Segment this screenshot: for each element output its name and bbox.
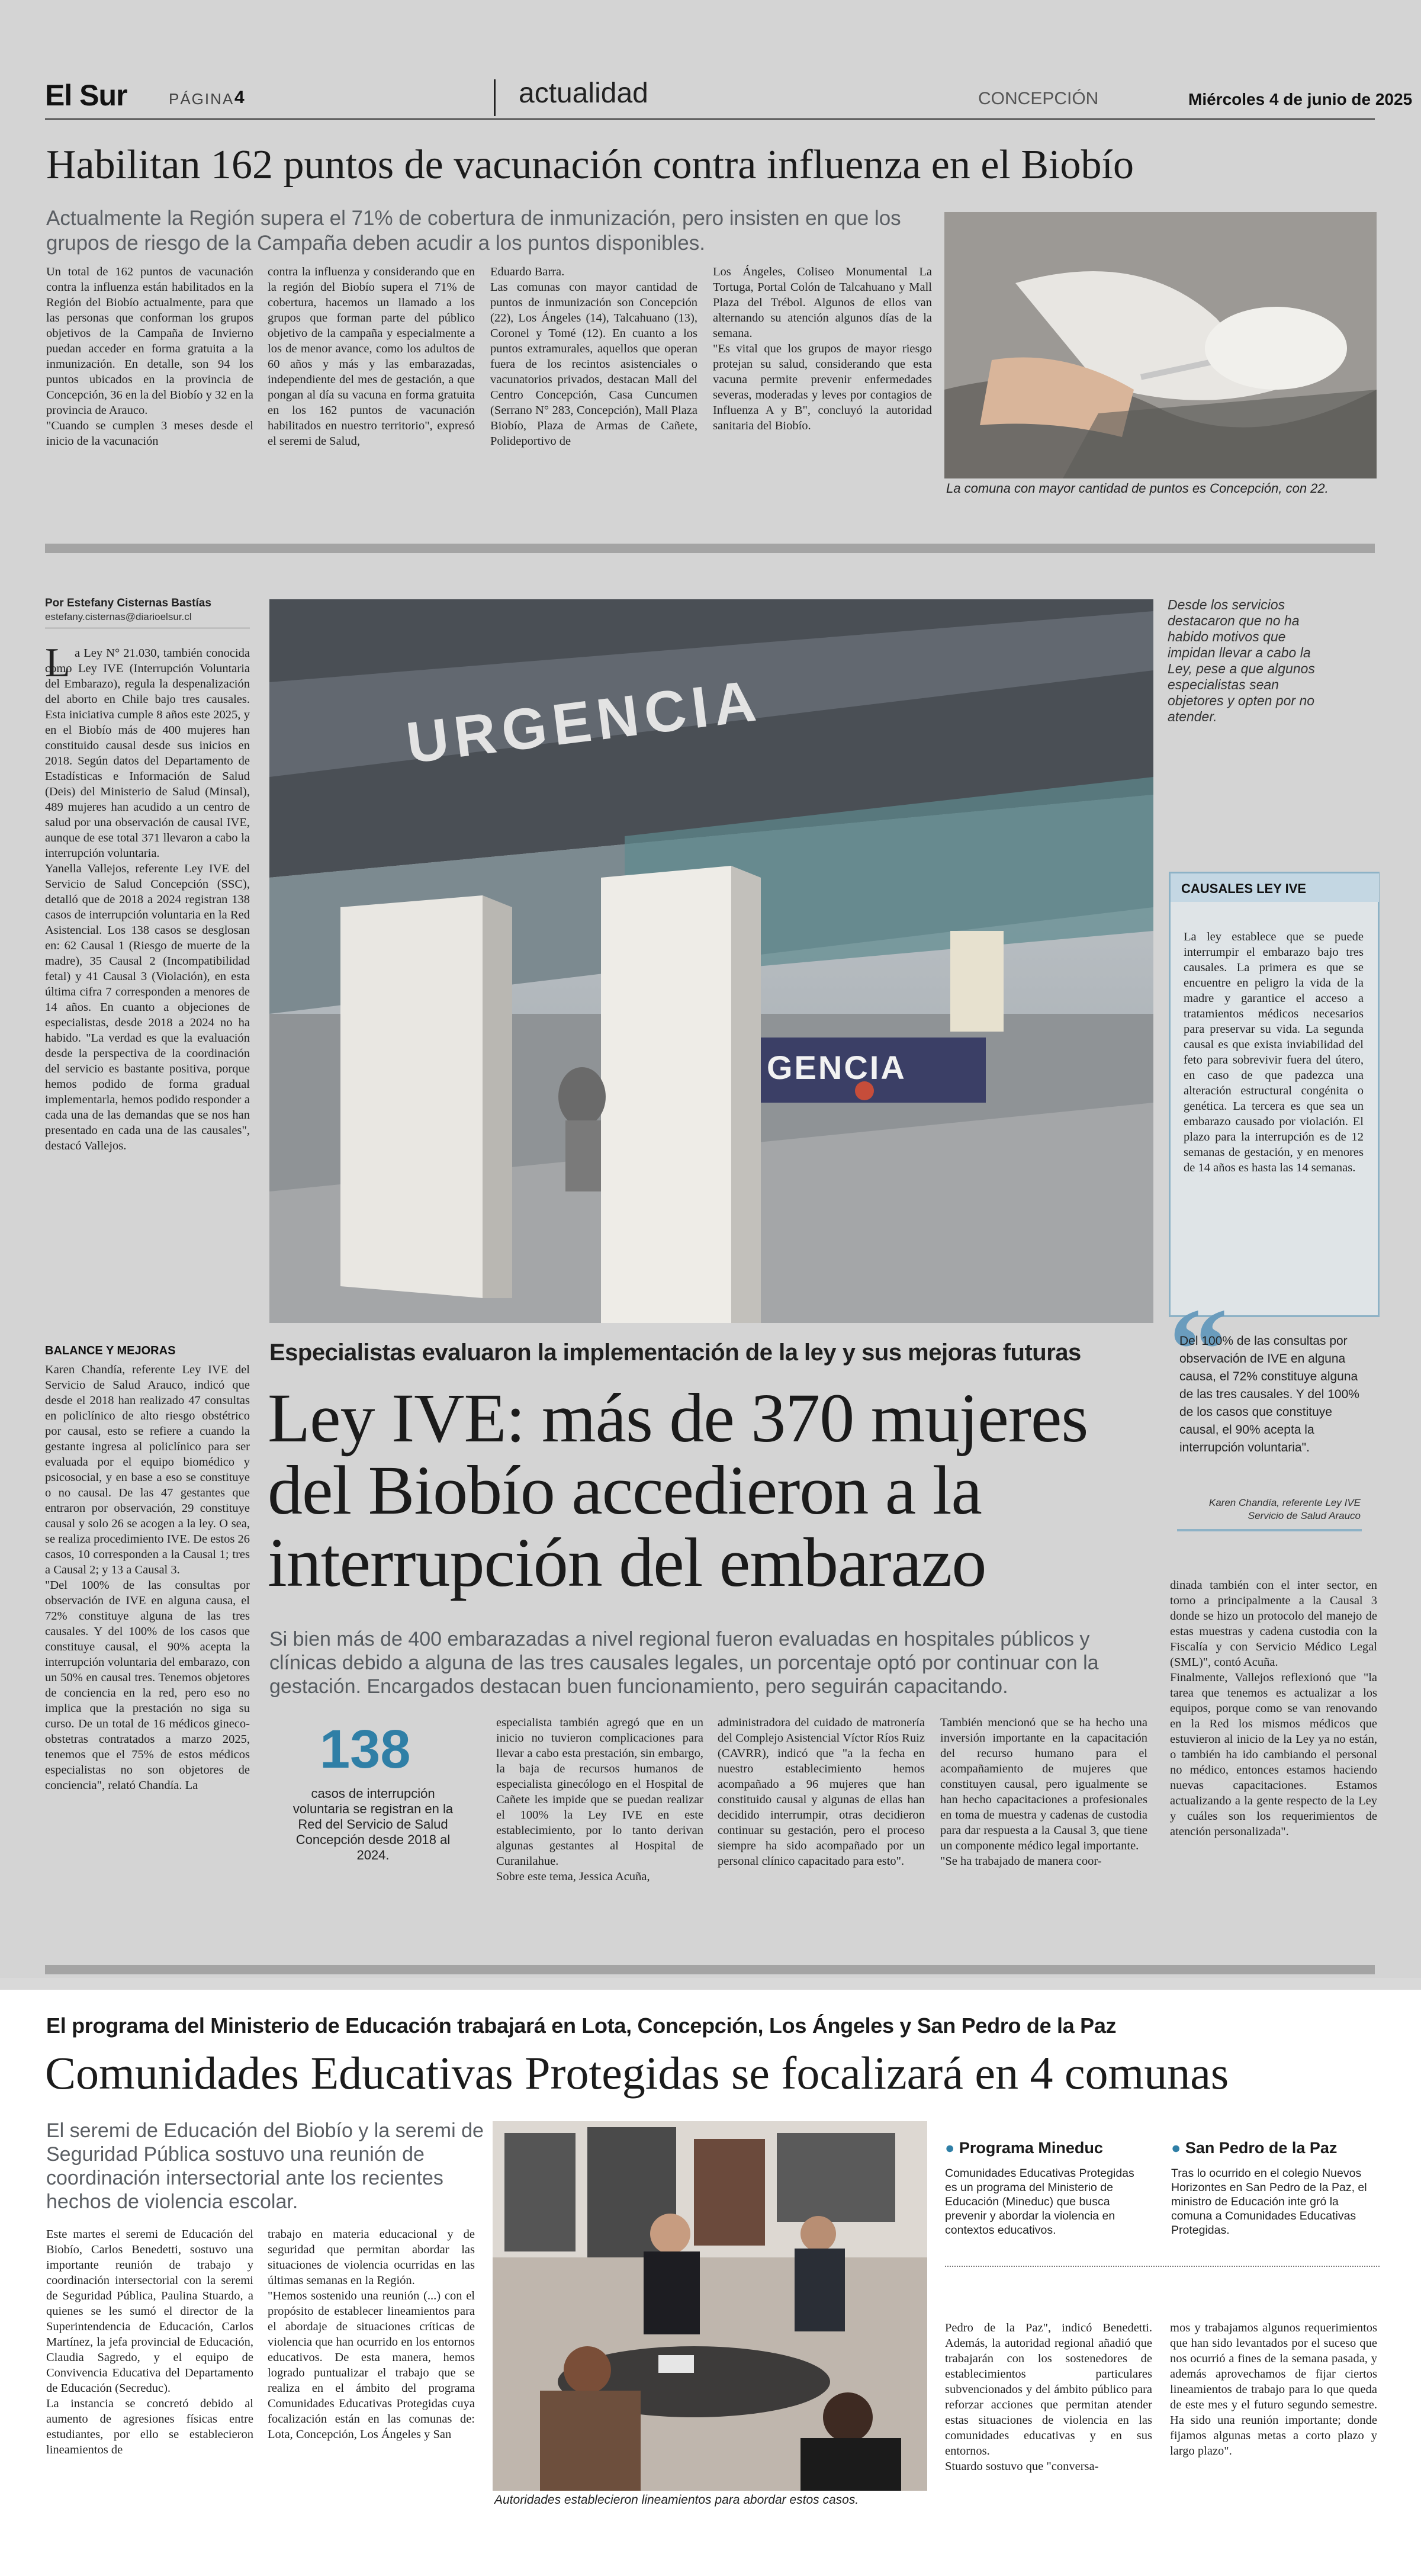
story3-kicker: El programa del Ministerio de Educación trabajará en Lota, Concepción, Los Ángeles y San Pedro de la Paz	[46, 2013, 1117, 2038]
story1-photo-caption: La comuna con mayor cantidad de puntos es Concepción, con 22.	[946, 481, 1329, 496]
causales-box-text: La ley establece que se puede interrumpir el embarazo bajo tres causales. La primera es que se encuentre en peligro la vida de la madre y garantice el acceso a tratamientos médicos necesarios para preservar su vida. La segunda causal es que exista inviabilidad del feto para sobrevivir fuera del útero, en caso de que padezca una alteración estructural congénita o genética. La tercera es que sea un embarazo causado por violación. El plazo para la interrupción es de 12 semanas de gestación, y en menores de 14 años es hasta las 14 semanas.	[1184, 930, 1364, 1174]
story3-deck: El seremi de Educación del Biobío y la seremi de Seguridad Pública sostuvo una reunión de coordinación intersectorial ante los recientes hechos de violencia escolar.	[46, 2119, 484, 2213]
story3-column-3: Pedro de la Paz", indicó Benedetti. Además, la autoridad regional añadió que trabajarán con los sostenedores de establecimientos particulares subvencionados y del ámbito público para reforzar acciones que permitan atender estas situaciones de violencia en las comunidades educativas y en sus entornos. Stuardo sostuvo que "conversa-	[945, 2321, 1152, 2473]
story2-column-a: especialista también agregó que en un inicio no tuvieron complicaciones para llevar a cabo esta prestación, sin embargo, la baja de recursos humanos de especialista ginecólogo en el Hospital de Cañete les impide que se puedan realizar el 100% la Ley IVE en este establecimiento, por lo tanto derivan algunas gestantes al Hospital de Curanilahue. Sobre este tema, Jessica Acuña,	[496, 1716, 703, 1883]
programa-mineduc-title	[945, 2139, 1103, 2157]
story2-sidenote: Desde los servicios destacaron que no ha habido motivos que impidan llevar a cabo la Ley, pese a que algunos especialistas sean objetores y opten por no atender.	[1168, 597, 1315, 724]
quote-rule	[1177, 1529, 1362, 1531]
section-divider	[494, 79, 496, 116]
story3-column-1: Este martes el seremi de Educación del Biobío, Carlos Benedetti, sostuvo una importante reunión de trabajo y coordinación intersectorial con la seremi de Seguridad Pública, Paulina Stuardo, a quienes se les sumó el director de la Superintendencia de Educación, Carlos Martínez, la jefa provincial de Educación, Claudia Sagredo, y el equipo de Convivencia Educativa del Departamento de Educación (Secreduc). La instancia se concretó debido al aumento de agresiones físicas entre estudiantes, por ello se establecieron lineamientos de	[46, 2228, 253, 2456]
city-label: CONCEPCIÓN	[978, 89, 1099, 108]
story2-headline: Ley IVE: más de 370 mujeres del Biobío accedieron a la interrupción del embarazo	[268, 1379, 1088, 1601]
section-separator-2	[45, 1965, 1375, 1974]
quote-text: Del 100% de las consultas por observación de IVE en alguna causa, el 72% constituye alguna de las tres causales. Y del 100% de los casos que constituye causal, el 90% acepta la interrupción voluntaria".	[1179, 1334, 1359, 1454]
story2-column-b: administradora del cuidado de matronería del Complejo Asistencial Víctor Ríos Ruiz (CAVRR), indicó que "a la fecha en nuestro establecimiento hemos acompañado a 96 mujeres que han constituido causal y algunas de ellas han decidido interrumpir, otras decidieron continuar su gestación, pero el proceso siempre ha sido acompañado por un personal clínico capacitado para esto".	[718, 1716, 925, 1868]
vaccination-illustration	[944, 212, 1377, 478]
story2-subhead-balance: BALANCE Y MEJORAS	[45, 1344, 176, 1357]
urgencia-secondary-sign: GENCIA	[767, 1049, 906, 1086]
san-pedro-text: Tras lo ocurrido en el colegio Nuevos Horizontes en San Pedro de la Paz, el ministro de Educación inte gró la comuna a Comunidades Educativas Protegidas.	[1171, 2167, 1367, 2237]
story1-column-3: Eduardo Barra. Las comunas con mayor cantidad de puntos de inmunización son Concepción (22), Los Ángeles (14), Talcahuano (13), Coronel y Tomé (12). En cuanto a los puntos extramurales, aquellos que operan fuera de los recintos asistenciales o vacunatorios privados, destacan Mall del Centro Concepción, Casa Cuncumen (Serrano N° 283, Concepción), Mall Plaza Biobío, Plaza de Armas de Cañete, Polideportivo de	[490, 265, 697, 448]
box-rule	[945, 2266, 1380, 2267]
story3-photo-caption: Autoridades establecieron lineamientos para abordar estos casos.	[494, 2493, 859, 2507]
story2-photo-urgencia	[269, 599, 1153, 1323]
story1-deck: Actualmente la Región supera el 71% de cobertura de inmunización, pero insisten en que los grupos de riesgo de la Campaña deben acudir a los puntos disponibles.	[46, 207, 901, 255]
story1-column-2: contra la influenza y considerando que en la región del Biobío supera el 71% de cobertura, hacemos un llamado a los grupos que forman parte del público objetivo de la campaña y especialmente a los de menor avance, como los adultos de 60 años y más y las embarazadas, independiente del mes de gestación, a que pongan al día su vacuna en forma gratuita en los 162 puntos de vacunación habilitados en nuestro territorio", expresó el seremi de Salud,	[268, 265, 475, 448]
story1-column-1: Un total de 162 puntos de vacunación contra la influenza están habilitados en la Región del Biobío actualmente, para que las personas que conforman los grupos objetivos de la Campaña de Invierno puedan acceder en forma gratuita a la inmunización. En detalle, son 94 los puntos ubicados en la provincia de Concepción, 36 en la del Biobío y 32 en la provincia de Arauco. "Cuando se cumplen 3 meses desde el inicio de la vacunación	[46, 265, 253, 448]
urgencia-sign: URGENCIA	[403, 667, 766, 776]
page-number: 4	[234, 88, 245, 107]
meeting-room-illustration	[493, 2121, 927, 2491]
story2-column-c: También mencionó que se ha hecho una inversión importante en la capacitación del recurso humano para el acompañamiento de mujeres que constituyen causal, pero igualmente se han hecho capacitaciones a profesionales en toma de muestra y cadenas de custodia para dar respuesta a la Causal 3, que tiene un componente médico legal importante. "Se ha trabajado de manera coor-	[940, 1716, 1147, 1868]
page-label: PÁGINA	[169, 90, 234, 108]
causales-box	[1169, 872, 1380, 1317]
stat-number: 138	[320, 1719, 411, 1780]
story1-photo-vaccination	[944, 212, 1377, 478]
san-pedro-title-text: San Pedro de la Paz	[1185, 2139, 1338, 2157]
story2-kicker: Especialistas evaluaron la implementación de la ley y sus mejoras futuras	[269, 1340, 1081, 1366]
box-programa-mineduc	[945, 2139, 1152, 2257]
programa-mineduc-title-text: Programa Mineduc	[959, 2139, 1103, 2157]
section-name: actualidad	[519, 78, 648, 109]
issue-date: Miércoles 4 de junio de 2025	[1188, 90, 1413, 108]
quote-block	[1169, 1284, 1376, 1546]
quote-attribution-1: Karen Chandía, referente Ley IVE	[1208, 1497, 1361, 1508]
programa-mineduc-text: Comunidades Educativas Protegidas es un programa del Ministerio de Educación (Mineduc) que busca prevenir y abordar la violencia en contextos educativos.	[945, 2167, 1134, 2237]
story2-dropcap: L	[45, 640, 70, 686]
story2-column-1b: Karen Chandía, referente Ley IVE del Servicio de Salud Arauco, indicó que desde el 2018 han realizado 47 consultas en policlínico de alto riesgo obstétrico por causal, esto se refiere a cuando la gestante ingresa al policlínico para ser evaluada por el equipo biomédico y psicosocial, y en base a eso se constituye o no causal. De las 47 gestantes que entraron por observación, 29 constituye causal y solo 26 se acogen a la ley. O sea, se realiza procedimiento IVE. De estos 26 casos, 10 corresponden a la Causal 1; tres a Causal 2; y 13 a Causal 3. "Del 100% de las consultas por observación de IVE en alguna causa, el 72% constituye alguna de las tres causales. Y del 100% de los casos que constituye causal, el 90% acepta la interrupción voluntaria del embarazo, con un 50% en causal tres. Tenemos objetores de conciencia en la red, pero eso no implica que la prestación no siga su curso. De un total de 16 médicos gineco-obstetras contratados a marzo 2025, tenemos que el 75% de estos médicos especialistas no son objetores de conciencia", relató Chandía. La	[45, 1363, 250, 1792]
story1-column-4: Los Ángeles, Coliseo Monumental La Tortuga, Portal Colón de Talcahuano y Mall Plaza del Trébol. Algunos de ellos van alternando su atención algunos días de la semana. "Es vital que los grupos de mayor riesgo protejan su salud, considerando que esta vacuna permite prevenir enfermedades severas, moderadas y leves por contagios de Influenza A y B", concluyó la autoridad sanitaria del Biobío.	[713, 265, 932, 432]
story1-headline: Habilitan 162 puntos de vacunación contra influenza en el Biobío	[46, 142, 1134, 188]
story3-column-4: mos y trabajamos algunos requerimientos que han sido levantados por el suceso que nos ocurrió a fines de la semana pasada, y además aprovechamos de fijar ciertos lineamientos de trabajo para lo que queda de este mes y el futuro segundo semestre. Ha sido una reunión importante; donde fijamos algunas metas a corto plazo y largo plazo".	[1170, 2321, 1377, 2458]
story2-deck: Si bien más de 400 embarazadas a nivel regional fueron evaluadas en hospitales públicos y clínicas debido a alguna de las tres causales legales, un porcentaje optó por continuar con la gestación. Encargados destacan buen funcionamiento, pero seguirán capacitando.	[269, 1628, 1099, 1698]
bullet-icon: ●	[945, 2139, 959, 2157]
story3-headline: Comunidades Educativas Protegidas se focalizará en 4 comunas	[45, 2047, 1229, 2099]
story2-email: estefany.cisternas@diarioelsur.cl	[45, 611, 192, 622]
story3-photo-meeting	[493, 2121, 927, 2491]
story3-column-2: trabajo en materia educacional y de seguridad que permitan abordar las situaciones de violencia ocurridas en las últimas semanas en la Región. "Hemos sostenido una reunión (...) con el propósito de establecer lineamientos para el abordaje de situaciones críticas de violencia que han ocurrido en los entornos educativos. De esta manera, hemos logrado puntualizar el trabajo que se realiza en el ámbito del programa Comunidades Educativas Protegidas cuya focalización están en las comunas de: Lota, Concepción, Los Ángeles y San	[268, 2228, 475, 2441]
bullet-icon: ●	[1171, 2139, 1185, 2157]
story2-byline: Por Estefany Cisternas Bastías	[45, 597, 211, 609]
masthead-logo: El Sur	[45, 79, 127, 112]
causales-box-title: CAUSALES LEY IVE	[1171, 873, 1379, 902]
box-san-pedro	[1171, 2139, 1378, 2257]
header-rule	[45, 118, 1375, 120]
story2-column-1a: a Ley N° 21.030, también conocida como Ley IVE (Interrupción Voluntaria del Embarazo), regula la despenalización del aborto en Chile bajo tres causales. Esta iniciativa cumple 8 años este 2025, y en el Biobío más de 400 mujeres han constituido causal desde sus inicios en 2018. Según datos del Departamento de Estadísticas e Información de Salud (Deis) del Ministerio de Salud (Minsal), 489 mujeres han acudido a un centro de salud por una observación de causal IVE, aunque de ese total 371 llevaron a cabo la interrupción voluntaria. Yanella Vallejos, referente Ley IVE del Servicio de Salud Concepción (SSC), detalló que de 2018 a 2024 registran 138 casos de interrupción voluntaria en la Red Asistencial. Los 138 casos se desglosan en: 62 Causal 1 (Riesgo de muerte de la madre), 35 Causal 2 (Incompatibilidad fetal) y 41 Causal 3 (Violación), en esta última cifra 7 corresponden a menores de 14 años. En cuanto a objeciones de especialistas, desde 2018 a 2024 no ha habido. "La verdad es que la evaluación desde la perspectiva de la coordinación del servicio es bastante positiva, porque hemos podido de forma gradual implementarla, hemos podido responder a cada una de las demandas que se nos han presentado en cada una de las causales", destacó Vallejos.	[45, 647, 250, 1152]
quote-attribution-2: Servicio de Salud Arauco	[1248, 1510, 1361, 1521]
story2-column-d: dinada también con el inter sector, en torno a principalmente a la Causal 3 donde se hizo un protocolo del manejo de estas muestras y cadena custodia con la Fiscalía y con Servicio Médico Legal (SML)", contó Acuña. Finalmente, Vallejos reflexionó que "la tarea que tenemos es actualizar a los equipos, porque como se van renovando en la Red los mismos médicos que estuvieron al inicio de la Ley ya no están, o también ha ido cambiando el personal no médico, entonces estamos haciendo nuevas capacitaciones. Estamos actualizando a la gente respecto de la Ley y cuáles son los requerimientos de atención personalizada".	[1170, 1579, 1377, 1838]
stat-text: casos de interrupción voluntaria se registran en la Red del Servicio de Salud Concepción desde 2018 al 2024.	[292, 1786, 454, 1862]
san-pedro-title	[1171, 2139, 1337, 2157]
section-separator-1	[45, 544, 1375, 553]
quote-mark-icon: “	[1169, 1284, 1228, 1415]
